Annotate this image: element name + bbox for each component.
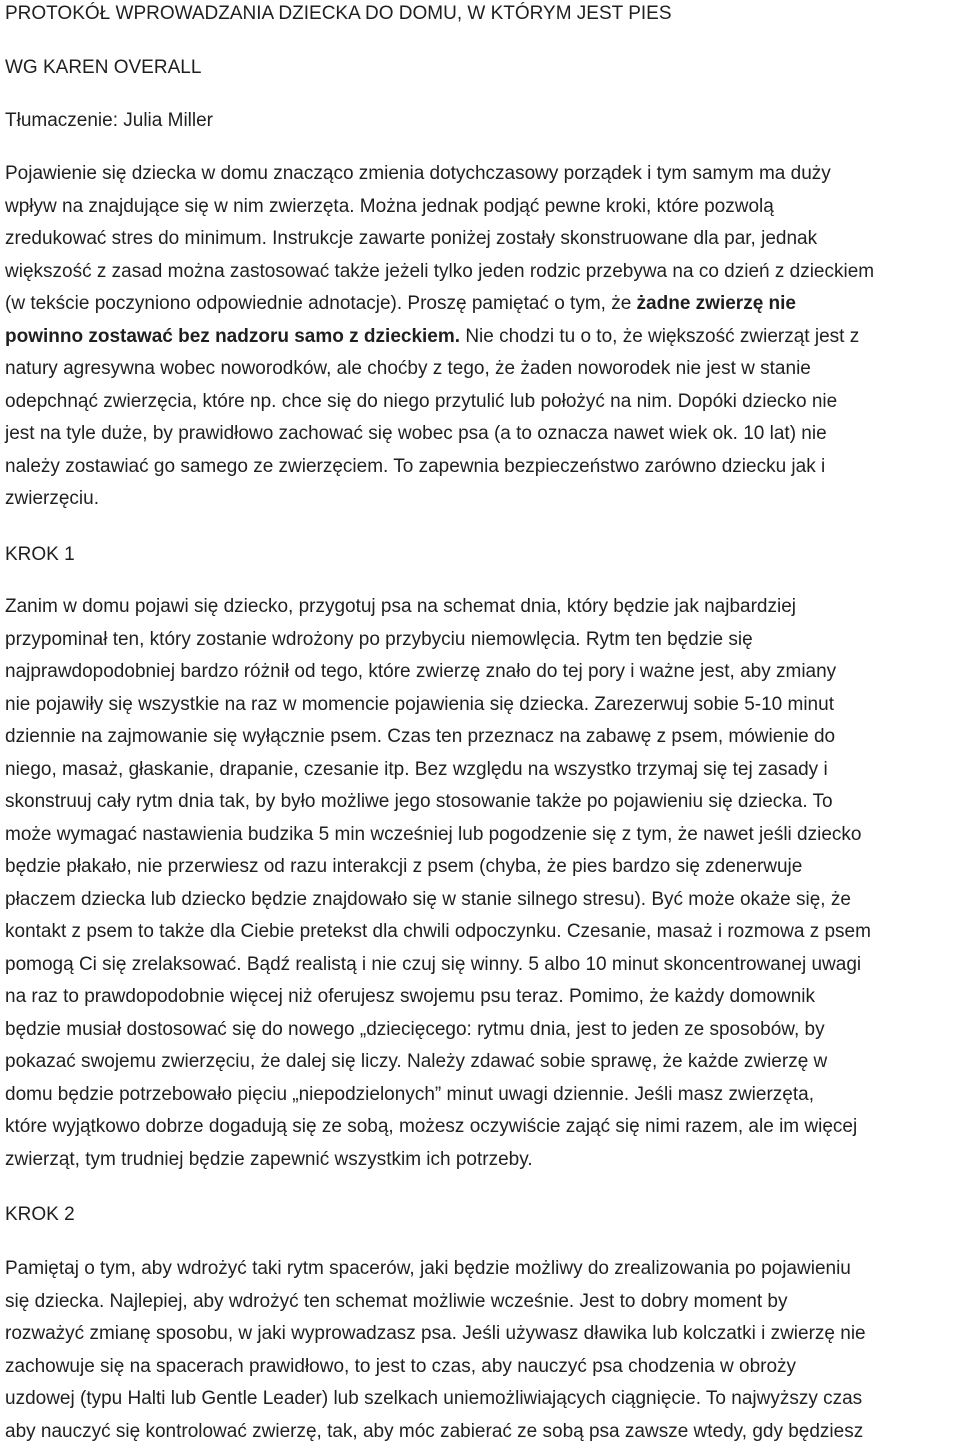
intro-line-with-bold — [5, 288, 874, 321]
step1-line: może wymagać nastawienia budzika 5 min wcześniej lub pogodzenie się z tym, że nawet jeśli dziecko — [5, 819, 871, 852]
intro-line: Pojawienie się dziecka w domu znacząco zmienia dotychczasowy porządek i tym samym ma duży — [5, 158, 874, 191]
intro-line-with-bold — [5, 321, 874, 354]
step1-line: na raz to prawdopodobnie więcej niż oferujesz swojemu psu teraz. Pomimo, że każdy domownik — [5, 981, 871, 1014]
step1-line: będzie płakało, nie przerwiesz od razu interakcji z psem (chyba, że pies bardzo się zdenerwuje — [5, 851, 871, 884]
warning-bold-2: powinno zostawać bez nadzoru samo z dzieckiem. — [5, 326, 460, 347]
translation-line — [5, 105, 213, 138]
intro-paragraph — [5, 158, 874, 516]
step1-line: skonstruuj cały rytm dnia tak, by było możliwe jego stosowanie także po pojawieniu się dziecka. To — [5, 786, 871, 819]
step1-line: pokazać swojemu zwierzęciu, że dalej się liczy. Należy zdawać sobie sprawę, że każde zwierzę w — [5, 1046, 871, 1079]
intro-line: wpływ na znajdujące się w nim zwierzęta. Można jednak podjąć pewne kroki, które pozwolą — [5, 191, 874, 224]
step1-line: domu będzie potrzebowało pięciu „niepodzielonych” minut uwagi dziennie. Jeśli masz zwierzęta, — [5, 1079, 871, 1112]
warning-bold-1: żadne zwierzę nie — [637, 293, 796, 314]
step1-paragraph — [5, 591, 871, 1176]
document-title — [5, 0, 672, 31]
step1-line: kontakt z psem to także dla Ciebie pretekst dla chwili odpoczynku. Czesanie, masaż i rozmowa z psem — [5, 916, 871, 949]
step1-heading — [5, 539, 75, 572]
step1-line: przypominał ten, który zostanie wdrożony po przybyciu niemowlęcia. Rytm ten będzie się — [5, 624, 871, 657]
author-line — [5, 52, 201, 85]
step1-heading-text: KROK 1 — [5, 539, 75, 572]
step1-line: niego, masaż, głaskanie, drapanie, czesanie itp. Bez względu na wszystko trzymaj się tej zasady i — [5, 754, 871, 787]
intro-line-text: Nie chodzi tu o to, że większość zwierząt jest z — [460, 326, 859, 347]
title-text: PROTOKÓŁ WPROWADZANIA DZIECKA DO DOMU, W KTÓRYM JEST PIES — [5, 0, 672, 31]
step2-heading-text: KROK 2 — [5, 1199, 75, 1232]
intro-line: należy zostawiać go samego ze zwierzęciem. To zapewnia bezpieczeństwo zarówno dziecku jak i — [5, 451, 874, 484]
translation-text: Tłumaczenie: Julia Miller — [5, 105, 213, 138]
step2-line: Pamiętaj o tym, aby wdrożyć taki rytm spacerów, jaki będzie możliwy do zrealizowania po pojawieniu — [5, 1253, 866, 1286]
intro-line: większość z zasad można zastosować także jeżeli tylko jeden rodzic przebywa na co dzień z dzieckiem — [5, 256, 874, 289]
step1-line: nie pojawiły się wszystkie na raz w momencie pojawienia się dziecka. Zarezerwuj sobie 5-10 minut — [5, 689, 871, 722]
step1-line: które wyjątkowo dobrze dogadują się ze sobą, możesz oczywiście zająć się nimi razem, ale im więcej — [5, 1111, 871, 1144]
intro-line: jest na tyle duże, by prawidłowo zachować się wobec psa (a to oznacza nawet wiek ok. 10 lat) nie — [5, 418, 874, 451]
intro-line: zredukować stres do minimum. Instrukcje zawarte poniżej zostały skonstruowane dla par, jednak — [5, 223, 874, 256]
intro-line-text: (w tekście poczyniono odpowiednie adnotacje). Proszę pamiętać o tym, że — [5, 293, 637, 314]
intro-line: odepchnąć zwierzęcia, które np. chce się do niego przytulić lub położyć na nim. Dopóki dziecko nie — [5, 386, 874, 419]
author-text: WG KAREN OVERALL — [5, 52, 201, 85]
step1-line: zwierząt, tym trudniej będzie zapewnić wszystkim ich potrzeby. — [5, 1144, 871, 1177]
step1-line: będzie musiał dostosować się do nowego „dziecięcego: rytmu dnia, jest to jeden ze sposobów, by — [5, 1014, 871, 1047]
step2-line: się dziecka. Najlepiej, aby wdrożyć ten schemat możliwie wcześnie. Jest to dobry moment by — [5, 1286, 866, 1319]
intro-line: natury agresywna wobec noworodków, ale choćby z tego, że żaden noworodek nie jest w stanie — [5, 353, 874, 386]
step2-line: aby nauczyć się kontrolować zwierzę, tak, aby móc zabierać ze sobą psa zawsze wtedy, gdy będziesz — [5, 1416, 866, 1448]
step2-paragraph — [5, 1253, 866, 1448]
step1-line: płaczem dziecka lub dziecko będzie znajdowało się w stanie silnego stresu). Być może okaże się, że — [5, 884, 871, 917]
step1-line: Zanim w domu pojawi się dziecko, przygotuj psa na schemat dnia, który będzie jak najbardziej — [5, 591, 871, 624]
step2-line: zachowuje się na spacerach prawidłowo, to jest to czas, aby nauczyć psa chodzenia w obroży — [5, 1351, 866, 1384]
step2-line: rozważyć zmianę sposobu, w jaki wyprowadzasz psa. Jeśli używasz dławika lub kolczatki i zwierzę nie — [5, 1318, 866, 1351]
step1-line: pomogą Ci się zrelaksować. Bądź realistą i nie czuj się winny. 5 albo 10 minut skoncentrowanej uwagi — [5, 949, 871, 982]
step1-line: dziennie na zajmowanie się wyłącznie psem. Czas ten przeznacz na zabawę z psem, mówienie do — [5, 721, 871, 754]
step1-line: najprawdopodobniej bardzo różnił od tego, które zwierzę znało do tej pory i ważne jest, aby zmiany — [5, 656, 871, 689]
intro-line: zwierzęciu. — [5, 483, 874, 516]
step2-heading — [5, 1199, 75, 1232]
step2-line: uzdowej (typu Halti lub Gentle Leader) lub szelkach uniemożliwiających ciągnięcie. To najwyższy czas — [5, 1383, 866, 1416]
